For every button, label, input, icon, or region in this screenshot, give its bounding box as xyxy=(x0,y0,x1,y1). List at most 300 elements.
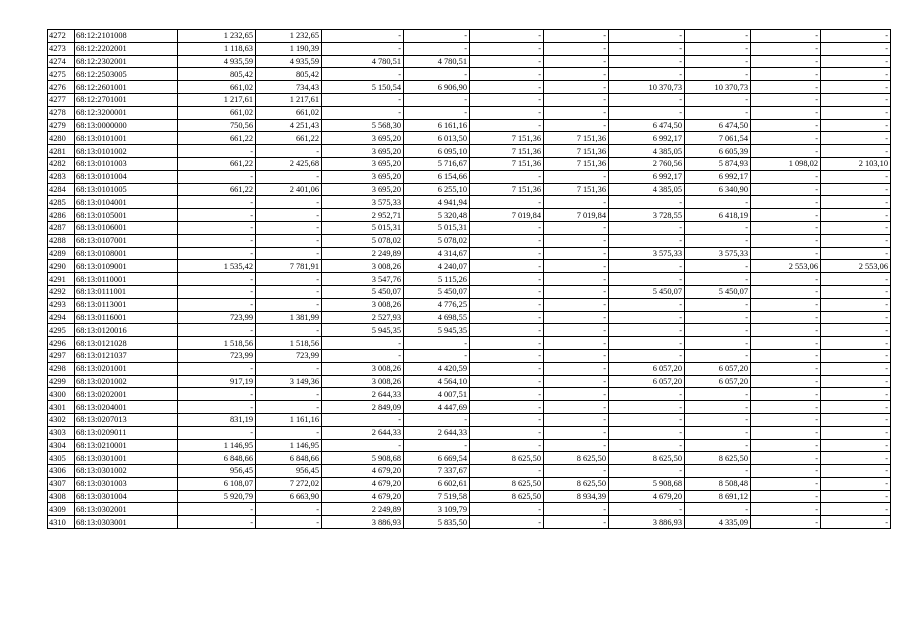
value-cell: 3 575,33 xyxy=(322,196,404,209)
value-cell: - xyxy=(470,42,544,55)
value-cell: 1 381,99 xyxy=(256,311,322,324)
value-cell: - xyxy=(821,132,891,145)
value-cell: - xyxy=(609,196,685,209)
value-cell: - xyxy=(751,477,821,490)
value-cell: - xyxy=(470,68,544,81)
code-cell: 68:13:0207013 xyxy=(75,413,178,426)
value-cell: - xyxy=(685,426,751,439)
value-cell: 8 625,50 xyxy=(470,490,544,503)
row-number-cell: 4273 xyxy=(48,42,75,55)
value-cell: - xyxy=(544,30,609,43)
table-row xyxy=(48,388,891,401)
value-cell: - xyxy=(821,55,891,68)
value-cell: - xyxy=(821,439,891,452)
value-cell: - xyxy=(256,298,322,311)
value-cell: - xyxy=(178,221,256,234)
value-cell: 1 146,95 xyxy=(256,439,322,452)
value-cell: 661,22 xyxy=(256,132,322,145)
value-cell: - xyxy=(470,285,544,298)
value-cell: 6 663,90 xyxy=(256,490,322,503)
value-cell: 10 370,73 xyxy=(685,81,751,94)
value-cell: 6 992,17 xyxy=(609,132,685,145)
code-cell: 68:13:0120016 xyxy=(75,324,178,337)
value-cell: - xyxy=(256,273,322,286)
value-cell: 5 450,07 xyxy=(609,285,685,298)
value-cell: - xyxy=(470,349,544,362)
table-row xyxy=(48,285,891,298)
value-cell: - xyxy=(685,55,751,68)
value-cell: - xyxy=(609,311,685,324)
value-cell: - xyxy=(821,388,891,401)
value-cell: - xyxy=(821,349,891,362)
value-cell: - xyxy=(685,42,751,55)
code-cell: 68:13:0303001 xyxy=(75,516,178,529)
value-cell: - xyxy=(609,426,685,439)
value-cell: - xyxy=(751,247,821,260)
value-cell: 661,02 xyxy=(178,81,256,94)
value-cell: - xyxy=(821,452,891,465)
value-cell: 1 535,42 xyxy=(178,260,256,273)
value-cell: 2 760,56 xyxy=(609,157,685,170)
table-row xyxy=(48,157,891,170)
value-cell: 4 679,20 xyxy=(322,477,404,490)
row-number-cell: 4307 xyxy=(48,477,75,490)
code-cell: 68:13:0116001 xyxy=(75,311,178,324)
value-cell: - xyxy=(322,439,404,452)
row-number-cell: 4286 xyxy=(48,209,75,222)
code-cell: 68:13:0301002 xyxy=(75,465,178,478)
value-cell: 1 146,95 xyxy=(178,439,256,452)
code-cell: 68:13:0201002 xyxy=(75,375,178,388)
value-cell: 4 776,25 xyxy=(404,298,470,311)
code-cell: 68:13:0110001 xyxy=(75,273,178,286)
table-row xyxy=(48,260,891,273)
value-cell: - xyxy=(404,93,470,106)
table-row xyxy=(48,42,891,55)
table-row xyxy=(48,221,891,234)
value-cell: - xyxy=(821,68,891,81)
value-cell: - xyxy=(544,324,609,337)
value-cell: 5 015,31 xyxy=(322,221,404,234)
value-cell: - xyxy=(685,349,751,362)
value-cell: 8 691,12 xyxy=(685,490,751,503)
value-cell: - xyxy=(751,490,821,503)
value-cell: 661,22 xyxy=(178,157,256,170)
table-body xyxy=(48,30,891,529)
code-cell: 68:13:0000000 xyxy=(75,119,178,132)
value-cell: 4 941,94 xyxy=(404,196,470,209)
row-number-cell: 4283 xyxy=(48,170,75,183)
value-cell: - xyxy=(470,298,544,311)
value-cell: 10 370,73 xyxy=(609,81,685,94)
value-cell: - xyxy=(470,106,544,119)
value-cell: 7 337,67 xyxy=(404,465,470,478)
value-cell: - xyxy=(751,285,821,298)
value-cell: - xyxy=(821,401,891,414)
value-cell: 4 420,59 xyxy=(404,362,470,375)
value-cell: 8 934,39 xyxy=(544,490,609,503)
value-cell: - xyxy=(751,337,821,350)
row-number-cell: 4278 xyxy=(48,106,75,119)
value-cell: - xyxy=(404,337,470,350)
value-cell: 3 695,20 xyxy=(322,145,404,158)
value-cell: - xyxy=(751,106,821,119)
value-cell: - xyxy=(821,93,891,106)
value-cell: - xyxy=(544,55,609,68)
value-cell: - xyxy=(751,183,821,196)
value-cell: 6 057,20 xyxy=(609,362,685,375)
value-cell: 6 161,16 xyxy=(404,119,470,132)
value-cell: 4 447,69 xyxy=(404,401,470,414)
row-number-cell: 4303 xyxy=(48,426,75,439)
value-cell: - xyxy=(470,55,544,68)
value-cell: 6 255,10 xyxy=(404,183,470,196)
value-cell: - xyxy=(821,375,891,388)
value-cell: - xyxy=(685,337,751,350)
value-cell: - xyxy=(544,388,609,401)
value-cell: - xyxy=(609,68,685,81)
value-cell: 5 874,93 xyxy=(685,157,751,170)
value-cell: 7 151,36 xyxy=(470,157,544,170)
value-cell: 6 474,50 xyxy=(609,119,685,132)
code-cell: 68:13:0108001 xyxy=(75,247,178,260)
table-row xyxy=(48,337,891,350)
code-cell: 68:13:0209011 xyxy=(75,426,178,439)
value-cell: - xyxy=(609,465,685,478)
value-cell: - xyxy=(751,68,821,81)
value-cell: 4 251,43 xyxy=(256,119,322,132)
row-number-cell: 4306 xyxy=(48,465,75,478)
value-cell: - xyxy=(178,503,256,516)
value-cell: - xyxy=(544,221,609,234)
code-cell: 68:13:0201001 xyxy=(75,362,178,375)
value-cell: 5 450,07 xyxy=(685,285,751,298)
value-cell: 7 151,36 xyxy=(470,145,544,158)
value-cell: 805,42 xyxy=(256,68,322,81)
value-cell: - xyxy=(544,119,609,132)
value-cell: - xyxy=(544,234,609,247)
value-cell: 8 625,50 xyxy=(685,452,751,465)
value-cell: 7 519,58 xyxy=(404,490,470,503)
value-cell: - xyxy=(685,260,751,273)
value-cell: 3 008,26 xyxy=(322,260,404,273)
row-number-cell: 4284 xyxy=(48,183,75,196)
row-number-cell: 4309 xyxy=(48,503,75,516)
value-cell: 1 217,61 xyxy=(178,93,256,106)
value-cell: 917,19 xyxy=(178,375,256,388)
row-number-cell: 4308 xyxy=(48,490,75,503)
value-cell: - xyxy=(821,247,891,260)
table-row xyxy=(48,439,891,452)
value-cell: - xyxy=(685,324,751,337)
value-cell: - xyxy=(178,234,256,247)
value-cell: - xyxy=(470,311,544,324)
value-cell: 4 007,51 xyxy=(404,388,470,401)
row-number-cell: 4282 xyxy=(48,157,75,170)
value-cell: - xyxy=(404,413,470,426)
value-cell: - xyxy=(544,273,609,286)
value-cell: - xyxy=(751,81,821,94)
code-cell: 68:13:0301004 xyxy=(75,490,178,503)
value-cell: - xyxy=(256,285,322,298)
value-cell: 5 450,07 xyxy=(404,285,470,298)
row-number-cell: 4274 xyxy=(48,55,75,68)
value-cell: - xyxy=(544,362,609,375)
value-cell: - xyxy=(609,388,685,401)
value-cell: 6 906,90 xyxy=(404,81,470,94)
value-cell: 6 848,66 xyxy=(178,452,256,465)
value-cell: - xyxy=(609,42,685,55)
value-cell: - xyxy=(322,106,404,119)
value-cell: - xyxy=(544,81,609,94)
value-cell: - xyxy=(544,285,609,298)
value-cell: 7 151,36 xyxy=(544,183,609,196)
value-cell: 4 780,51 xyxy=(322,55,404,68)
value-cell: - xyxy=(404,68,470,81)
value-cell: - xyxy=(609,106,685,119)
table-row xyxy=(48,170,891,183)
value-cell: 5 115,26 xyxy=(404,273,470,286)
value-cell: 7 151,36 xyxy=(470,183,544,196)
value-cell: - xyxy=(256,196,322,209)
value-cell: - xyxy=(751,145,821,158)
value-cell: - xyxy=(821,516,891,529)
table-row xyxy=(48,55,891,68)
value-cell: - xyxy=(685,298,751,311)
value-cell: 956,45 xyxy=(178,465,256,478)
value-cell: 2 249,89 xyxy=(322,503,404,516)
code-cell: 68:13:0111001 xyxy=(75,285,178,298)
value-cell: - xyxy=(751,503,821,516)
value-cell: - xyxy=(821,234,891,247)
value-cell: 5 945,35 xyxy=(322,324,404,337)
value-cell: 1 161,16 xyxy=(256,413,322,426)
value-cell: - xyxy=(609,55,685,68)
value-cell: 3 149,36 xyxy=(256,375,322,388)
value-cell: - xyxy=(685,93,751,106)
value-cell: - xyxy=(685,503,751,516)
value-cell: 2 425,68 xyxy=(256,157,322,170)
code-cell: 68:13:0101001 xyxy=(75,132,178,145)
value-cell: - xyxy=(322,30,404,43)
value-cell: 734,43 xyxy=(256,81,322,94)
value-cell: 3 695,20 xyxy=(322,183,404,196)
value-cell: - xyxy=(685,311,751,324)
value-cell: - xyxy=(685,439,751,452)
value-cell: - xyxy=(470,426,544,439)
value-cell: - xyxy=(685,273,751,286)
row-number-cell: 4298 xyxy=(48,362,75,375)
value-cell: 3 695,20 xyxy=(322,157,404,170)
value-cell: - xyxy=(751,30,821,43)
value-cell: - xyxy=(470,273,544,286)
value-cell: 7 781,91 xyxy=(256,260,322,273)
value-cell: - xyxy=(178,324,256,337)
value-cell: 2 553,06 xyxy=(751,260,821,273)
value-cell: 5 920,79 xyxy=(178,490,256,503)
table-row xyxy=(48,362,891,375)
value-cell: - xyxy=(821,106,891,119)
value-cell: 5 150,54 xyxy=(322,81,404,94)
value-cell: - xyxy=(470,375,544,388)
value-cell: - xyxy=(685,413,751,426)
code-cell: 68:13:0106001 xyxy=(75,221,178,234)
value-cell: - xyxy=(821,298,891,311)
row-number-cell: 4290 xyxy=(48,260,75,273)
table-row xyxy=(48,273,891,286)
value-cell: 6 057,20 xyxy=(685,375,751,388)
code-cell: 68:13:0202001 xyxy=(75,388,178,401)
value-cell: 6 474,50 xyxy=(685,119,751,132)
value-cell: 3 008,26 xyxy=(322,375,404,388)
code-cell: 68:13:0107001 xyxy=(75,234,178,247)
code-cell: 68:12:2503005 xyxy=(75,68,178,81)
value-cell: 3 008,26 xyxy=(322,298,404,311)
table-row xyxy=(48,516,891,529)
value-cell: 2 553,06 xyxy=(821,260,891,273)
value-cell: 1 518,56 xyxy=(256,337,322,350)
value-cell: 805,42 xyxy=(178,68,256,81)
code-cell: 68:13:0105001 xyxy=(75,209,178,222)
value-cell: - xyxy=(751,119,821,132)
row-number-cell: 4305 xyxy=(48,452,75,465)
value-cell: - xyxy=(821,324,891,337)
value-cell: - xyxy=(404,42,470,55)
value-cell: 6 605,39 xyxy=(685,145,751,158)
value-cell: - xyxy=(751,465,821,478)
value-cell: - xyxy=(609,93,685,106)
value-cell: - xyxy=(178,401,256,414)
value-cell: - xyxy=(821,490,891,503)
table-row xyxy=(48,93,891,106)
value-cell: 5 716,67 xyxy=(404,157,470,170)
value-cell: 1 190,39 xyxy=(256,42,322,55)
value-cell: - xyxy=(751,298,821,311)
value-cell: 8 625,50 xyxy=(470,452,544,465)
value-cell: 3 886,93 xyxy=(322,516,404,529)
value-cell: 956,45 xyxy=(256,465,322,478)
value-cell: - xyxy=(685,401,751,414)
value-cell: - xyxy=(470,247,544,260)
value-cell: - xyxy=(751,413,821,426)
value-cell: 8 625,50 xyxy=(544,452,609,465)
value-cell: - xyxy=(470,170,544,183)
row-number-cell: 4295 xyxy=(48,324,75,337)
value-cell: 4 679,20 xyxy=(322,465,404,478)
value-cell: - xyxy=(256,209,322,222)
row-number-cell: 4285 xyxy=(48,196,75,209)
table-row xyxy=(48,503,891,516)
value-cell: 3 547,76 xyxy=(322,273,404,286)
value-cell: - xyxy=(256,145,322,158)
value-cell: 6 340,90 xyxy=(685,183,751,196)
value-cell: 2 644,33 xyxy=(322,426,404,439)
value-cell: - xyxy=(609,30,685,43)
value-cell: 5 078,02 xyxy=(404,234,470,247)
value-cell: - xyxy=(609,337,685,350)
value-cell: - xyxy=(544,503,609,516)
row-number-cell: 4299 xyxy=(48,375,75,388)
row-number-cell: 4277 xyxy=(48,93,75,106)
value-cell: 7 151,36 xyxy=(544,145,609,158)
value-cell: 6 848,66 xyxy=(256,452,322,465)
table-row xyxy=(48,68,891,81)
value-cell: - xyxy=(544,337,609,350)
value-cell: - xyxy=(544,93,609,106)
value-cell: - xyxy=(404,30,470,43)
value-cell: - xyxy=(470,362,544,375)
value-cell: 750,56 xyxy=(178,119,256,132)
code-cell: 68:12:2601001 xyxy=(75,81,178,94)
value-cell: - xyxy=(544,106,609,119)
table-row xyxy=(48,209,891,222)
code-cell: 68:13:0109001 xyxy=(75,260,178,273)
value-cell: - xyxy=(609,503,685,516)
value-cell: - xyxy=(821,183,891,196)
data-table xyxy=(47,29,891,529)
value-cell: - xyxy=(821,30,891,43)
value-cell: - xyxy=(404,439,470,452)
value-cell: 4 679,20 xyxy=(609,490,685,503)
value-cell: 5 015,31 xyxy=(404,221,470,234)
value-cell: - xyxy=(256,324,322,337)
value-cell: - xyxy=(544,516,609,529)
value-cell: - xyxy=(178,426,256,439)
value-cell: - xyxy=(178,362,256,375)
row-number-cell: 4275 xyxy=(48,68,75,81)
value-cell: 2 952,71 xyxy=(322,209,404,222)
row-number-cell: 4287 xyxy=(48,221,75,234)
value-cell: - xyxy=(821,477,891,490)
value-cell: 6 108,07 xyxy=(178,477,256,490)
value-cell: - xyxy=(751,221,821,234)
value-cell: - xyxy=(751,170,821,183)
value-cell: - xyxy=(821,42,891,55)
value-cell: - xyxy=(685,234,751,247)
value-cell: - xyxy=(751,426,821,439)
value-cell: 4 564,10 xyxy=(404,375,470,388)
value-cell: - xyxy=(821,170,891,183)
value-cell: - xyxy=(751,439,821,452)
value-cell: - xyxy=(685,30,751,43)
row-number-cell: 4291 xyxy=(48,273,75,286)
value-cell: - xyxy=(609,413,685,426)
value-cell: - xyxy=(751,93,821,106)
table-row xyxy=(48,30,891,43)
value-cell: 6 013,50 xyxy=(404,132,470,145)
value-cell: - xyxy=(821,221,891,234)
table-row xyxy=(48,401,891,414)
value-cell: 6 992,17 xyxy=(609,170,685,183)
value-cell: - xyxy=(751,375,821,388)
value-cell: 723,99 xyxy=(256,349,322,362)
row-number-cell: 4289 xyxy=(48,247,75,260)
value-cell: - xyxy=(821,285,891,298)
code-cell: 68:13:0121028 xyxy=(75,337,178,350)
value-cell: - xyxy=(322,68,404,81)
value-cell: - xyxy=(322,42,404,55)
value-cell: - xyxy=(470,516,544,529)
value-cell: 2 644,33 xyxy=(322,388,404,401)
table-row xyxy=(48,106,891,119)
value-cell: - xyxy=(178,247,256,260)
value-cell: - xyxy=(544,439,609,452)
value-cell: - xyxy=(609,349,685,362)
value-cell: 2 644,33 xyxy=(404,426,470,439)
value-cell: - xyxy=(256,247,322,260)
row-number-cell: 4294 xyxy=(48,311,75,324)
table-row xyxy=(48,413,891,426)
